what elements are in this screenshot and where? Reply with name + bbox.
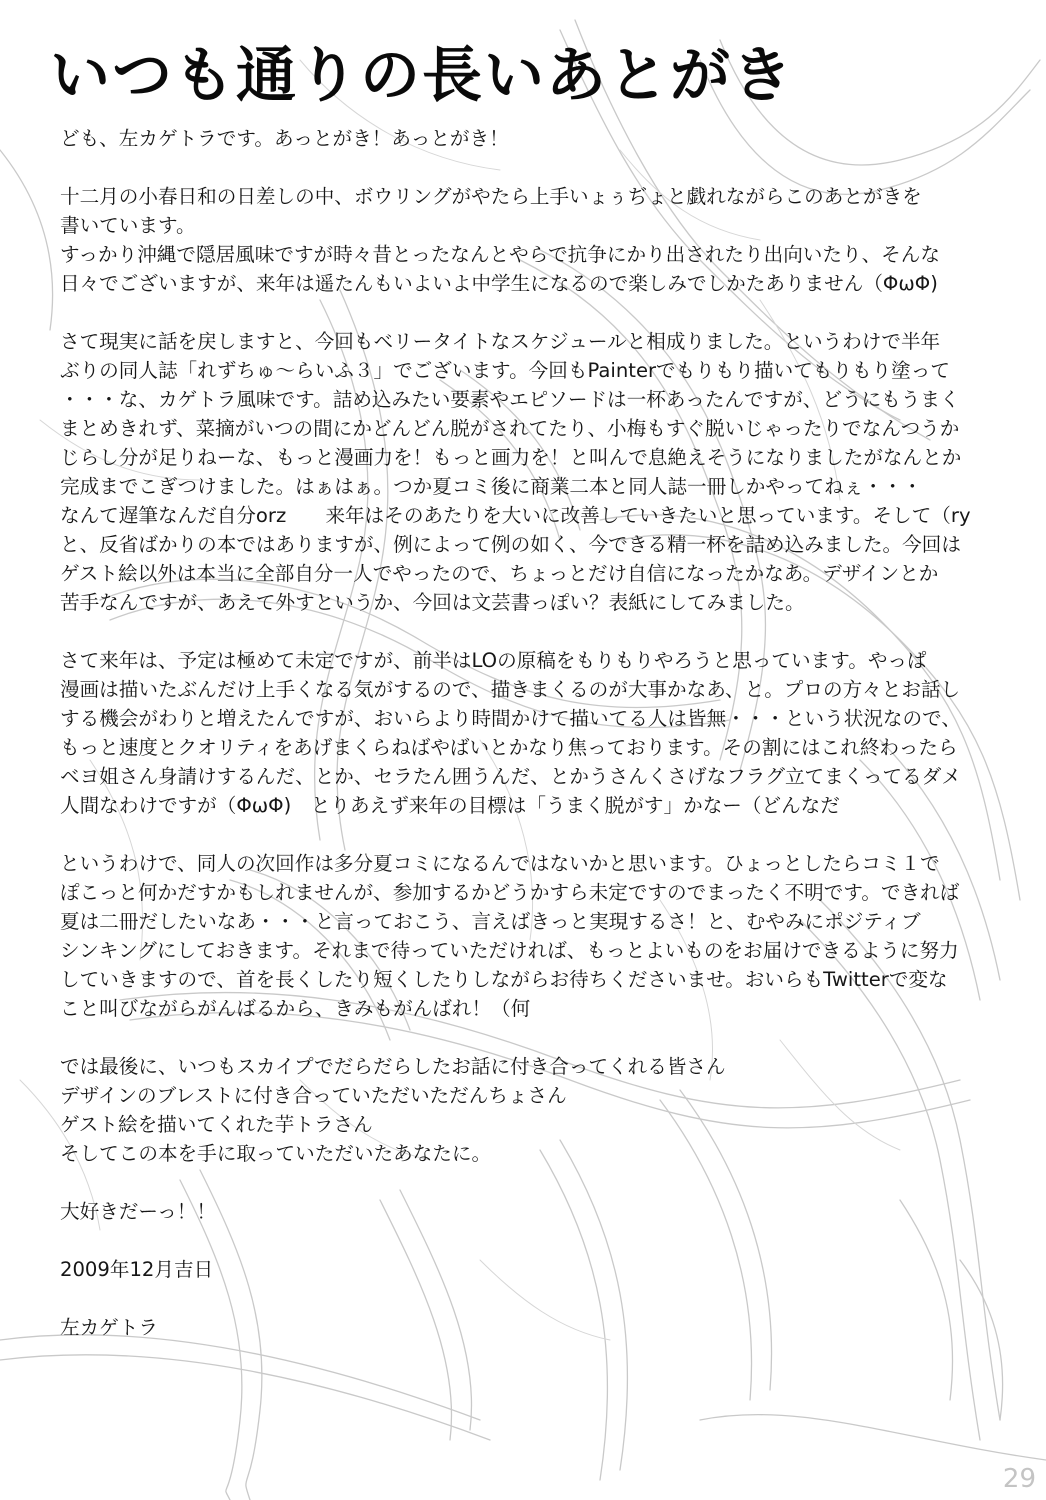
paragraph-gap bbox=[60, 298, 1035, 327]
text-line: そしてこの本を手に取っていただいたあなたに。 bbox=[60, 1142, 492, 1165]
text-line: ベヨ姐さん身請けするんだ、とか、セラたん囲うんだ、とかうさんくさげなフラグ立てまくってるダメ bbox=[60, 765, 961, 788]
afterword-body bbox=[60, 124, 1035, 1342]
text-line: 大好きだーっ！！ bbox=[60, 1200, 216, 1223]
text-line: と、反省ばかりの本ではありますが、例によって例の如く、今できる精一杯を詰め込みました。今回は bbox=[60, 533, 961, 556]
text-line: すっかり沖縄で隠居風味ですが時々昔とったなんとやらで抗争にかり出されたり出向いたり、そんな bbox=[60, 243, 940, 266]
text-line: もっと速度とクオリティをあげまくらねばやばいとかなり焦っております。その割にはこれ終わったら bbox=[60, 736, 958, 759]
text-line: 夏は二冊だしたいなあ・・・と言っておこう、言えばきっと実現するさ！と、むやみにポジティブ bbox=[60, 910, 921, 933]
text-line: する機会がわりと増えたんですが、おいらより時間かけて描いてる人は皆無・・・という状況なので、 bbox=[60, 707, 961, 730]
text-line: 十二月の小春日和の日差しの中、ボウリングがやたら上手いょぅぢょと戯れながらこのあとがきを bbox=[60, 185, 922, 208]
text-line: 日々でございますが、来年は遥たんもいよいよ中学生になるので楽しみでしかたありません（ΦωΦ) bbox=[60, 272, 938, 295]
text-line: ゲスト絵を描いてくれた芋トラさん bbox=[60, 1113, 373, 1136]
text-line: こと叫びながらがんばるから、きみもがんばれ！（何 bbox=[60, 997, 531, 1020]
text-line: デザインのブレストに付き合っていただいただんちょさん bbox=[60, 1084, 567, 1107]
text-line: 苦手なんですが、あえて外すというか、今回は文芸書っぽい？表紙にしてみました。 bbox=[60, 591, 805, 614]
page-title: いつも通りの長いあとがき bbox=[50, 41, 794, 111]
text-line: していきますので、首を長くしたり短くしたりしながらお待ちくださいませ。おいらもTwitterで変な bbox=[60, 968, 948, 991]
text-line: まとめきれず、菜摘がいつの間にかどんどん脱がされてたり、小梅もすぐ脱いじゃったりでなんつうか bbox=[60, 417, 960, 440]
text-line: 書いています。 bbox=[60, 214, 196, 237]
paragraph-gap bbox=[60, 1023, 1035, 1052]
text-line: 人間なわけですが（ΦωΦ) とりあえず来年の目標は「うまく脱がす」かなー（どんなだ bbox=[60, 794, 840, 817]
text-line: さて来年は、予定は極めて未定ですが、前半はLOの原稿をもりもりやろうと思っています。やっぱ bbox=[60, 649, 927, 672]
text-line: 左カゲトラ bbox=[60, 1316, 158, 1339]
text-line: なんて遅筆なんだ自分orz 来年はそのあたりを大いに改善していきたいと思っています。そして（ry bbox=[60, 504, 971, 527]
paragraph-gap bbox=[60, 1168, 1035, 1197]
page-number: 29 bbox=[1002, 1464, 1036, 1494]
paragraph-gap bbox=[60, 1226, 1035, 1255]
text-line: 2009年12月吉日 bbox=[60, 1258, 214, 1281]
text-line: じらし分が足りねーな、もっと漫画力を！もっと画力を！と叫んで息絶えそうになりましたがなんとか bbox=[60, 446, 962, 469]
text-line: 完成までこぎつけました。はぁはぁ。つか夏コミ後に商業二本と同人誌一冊しかやってねぇ・・・ bbox=[60, 475, 923, 498]
text-line: では最後に、いつもスカイプでだらだらしたお話に付き合ってくれる皆さん bbox=[60, 1055, 726, 1078]
text-line: ゲスト絵以外は本当に全部自分一人でやったので、ちょっとだけ自信になったかなあ。デザインとか bbox=[60, 562, 939, 585]
text-line: 漫画は描いたぶんだけ上手くなる気がするので、描きまくるのが大事かなあ、と。プロの方々とお話し bbox=[60, 678, 961, 701]
text-line: ぽこっと何かだすかもしれませんが、参加するかどうかすら未定ですのでまったく不明です。できれば bbox=[60, 881, 960, 904]
text-line: さて現実に話を戻しますと、今回もベリータイトなスケジュールと相成りました。というわけで半年 bbox=[60, 330, 941, 353]
text-line: ども、左カゲトラです。あっとがき！あっとがき！ bbox=[60, 127, 509, 150]
paragraph-gap bbox=[60, 1284, 1035, 1313]
paragraph-gap bbox=[60, 617, 1035, 646]
paragraph-gap bbox=[60, 820, 1035, 849]
paragraph-gap bbox=[60, 153, 1035, 182]
text-line: というわけで、同人の次回作は多分夏コミになるんではないかと思います。ひょっとしたらコミ１で bbox=[60, 852, 940, 875]
text-line: ぶりの同人誌「れずちゅ〜らいふ３」でございます。今回もPainterでもりもり描いてもりもり塗って bbox=[60, 359, 950, 382]
text-line: ・・・な、カゲトラ風味です。詰め込みたい要素やエピソードは一杯あったんですが、どうにもうまく bbox=[60, 388, 960, 411]
text-line: シンキングにしておきます。それまで待っていただければ、もっとよいものをお届けできるように努力 bbox=[60, 939, 959, 962]
